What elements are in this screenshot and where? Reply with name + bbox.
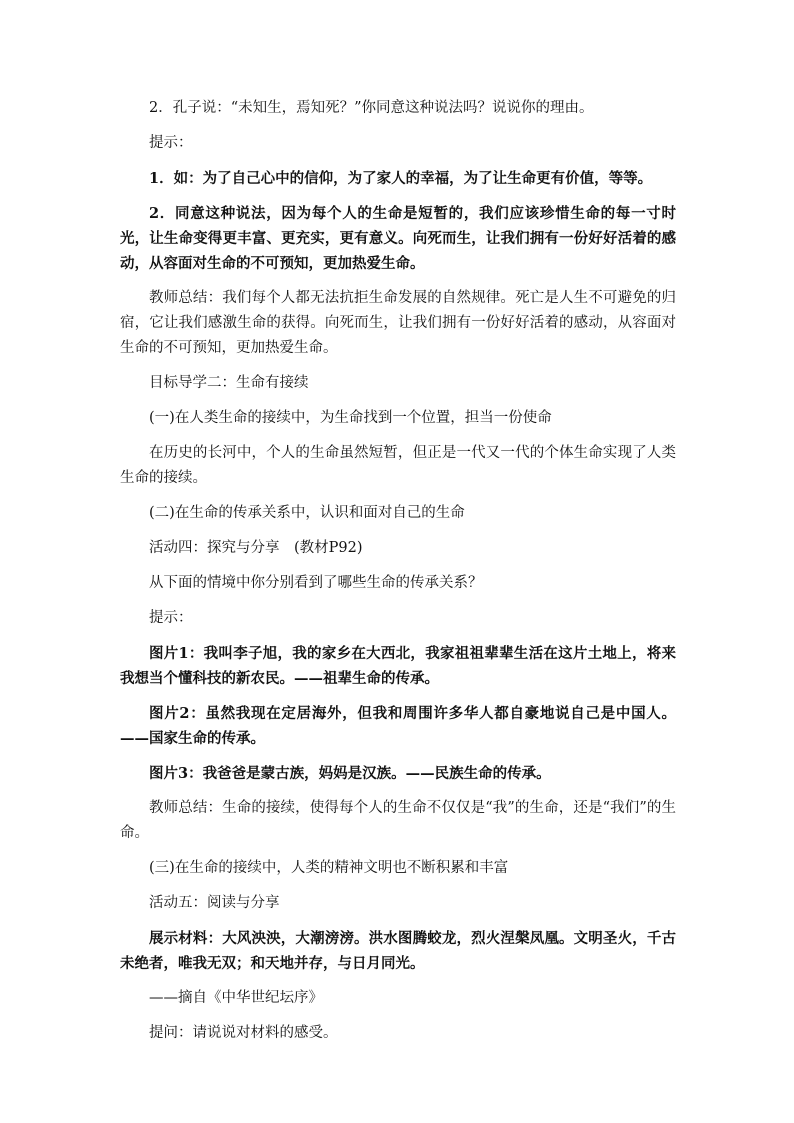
paragraph-answer-2: 2．同意这种说法，因为每个人的生命是短暂的，我们应该珍惜生命的每一寸时光，让生命变得更丰富、更充实，更有意义。向死而生，让我们拥有一份好好活着的感动，从容面对生命的不可预知，更加热爱生命。 (120, 205, 676, 272)
paragraph-material: 展示材料：大风泱泱，大潮滂滂。洪水图腾蛟龙，烈火涅槃凤凰。文明圣火，千古未绝者，唯我无双；和天地并存，与日月同光。 (120, 930, 676, 972)
paragraph-hint-label: 提示： (149, 135, 193, 151)
paragraph-subheading-3: (三)在生命的接续中，人类的精神文明也不断积累和丰富 (149, 860, 509, 876)
paragraph-activity-5: 活动五：阅读与分享 (149, 895, 280, 911)
paragraph-question-2: 2．孔子说：“未知生，焉知死？”你同意这种说法吗？说说你的理由。 (149, 100, 594, 116)
paragraph-picture-1: 图片1：我叫李子旭，我的家乡在大西北，我家祖祖辈辈生活在这片土地上，将来我想当个懂科技的新农民。——祖辈生命的传承。 (120, 645, 676, 687)
paragraph-activity-4-question: 从下面的情境中你分别看到了哪些生命的传承关系？ (149, 575, 483, 591)
paragraph-picture-2: 图片2：虽然我现在定居海外，但我和周围许多华人都自豪地说自己是中国人。——国家生命的传承。 (120, 705, 676, 747)
paragraph-subheading-2: (二)在生命的传承关系中，认识和面对自己的生命 (149, 505, 465, 521)
document-body (120, 96, 676, 1056)
paragraph-prompt: 提问：请说说对材料的感受。 (149, 1025, 338, 1041)
paragraph-teacher-summary-2: 教师总结：生命的接续，使得每个人的生命不仅仅是“我”的生命，还是“我们”的生命。 (120, 800, 676, 841)
paragraph-hint-label-2: 提示： (149, 610, 193, 626)
paragraph-activity-4: 活动四：探究与分享 (教材P92) (149, 540, 363, 556)
paragraph-goal-heading: 目标导学二：生命有接续 (149, 375, 309, 391)
paragraph-subheading-1: (一)在人类生命的接续中，为生命找到一个位置，担当一份使命 (149, 410, 552, 426)
paragraph-teacher-summary-1: 教师总结：我们每个人都无法抗拒生命发展的自然规律。死亡是人生不可避免的归宿，它让我们感激生命的获得。向死而生，让我们拥有一份好好活着的感动，从容面对生命的不可预知，更加热爱生命。 (120, 290, 676, 356)
paragraph-history: 在历史的长河中，个人的生命虽然短暂，但正是一代又一代的个体生命实现了人类生命的接续。 (120, 445, 676, 486)
paragraph-source: ——摘自《中华世纪坛序》 (149, 990, 323, 1006)
paragraph-answer-1: 1．如：为了自己心中的信仰，为了家人的幸福，为了让生命更有价值，等等。 (149, 170, 653, 187)
paragraph-picture-3: 图片3：我爸爸是蒙古族，妈妈是汉族。——民族生命的传承。 (149, 765, 551, 782)
